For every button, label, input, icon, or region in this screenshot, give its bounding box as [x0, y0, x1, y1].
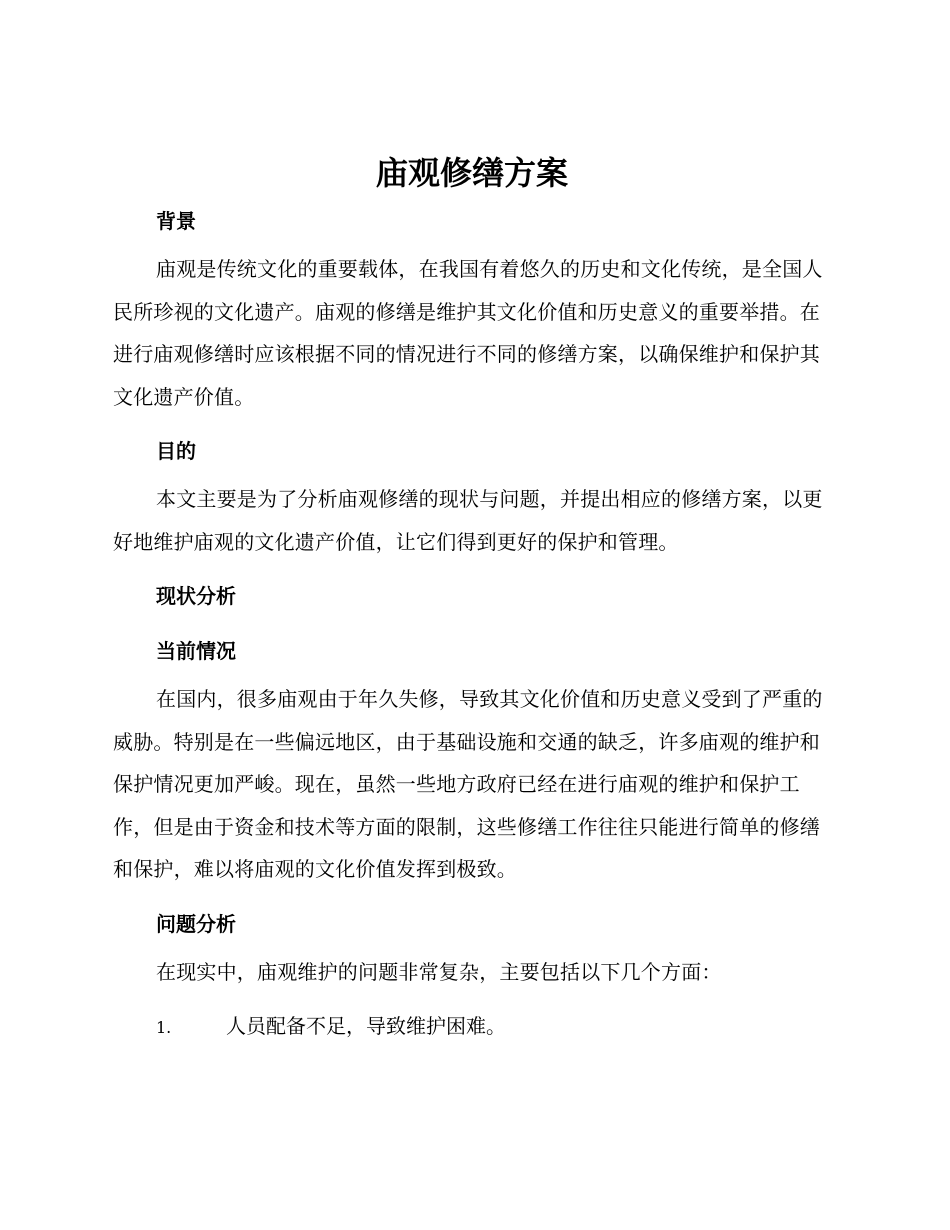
list-item-text: 人员配备不足，导致维护困难。 — [226, 1014, 506, 1038]
paragraph-background: 庙观是传统文化的重要载体，在我国有着悠久的历史和文化传统，是全国人民所珍视的文化遗产。庙观的修缮是维护其文化价值和历史意义的重要举措。在进行庙观修缮时应该根据不同的情况进行不同的修缮方案，以确保维护和保护其文化遗产价值。 — [113, 257, 823, 409]
subsection-heading-problem: 问题分析 — [156, 911, 236, 936]
document-title: 庙观修缮方案 — [375, 154, 568, 192]
section-heading-goal: 目的 — [156, 439, 196, 463]
list-item-number: 1. — [156, 1018, 172, 1037]
document-body — [113, 150, 831, 1050]
section-heading-status: 现状分析 — [156, 584, 236, 608]
subsection-heading-current: 当前情况 — [156, 639, 236, 663]
list-item — [113, 1005, 831, 1050]
paragraph-goal: 本文主要是为了分析庙观修缮的现状与问题，并提出相应的修缮方案，以更好地维护庙观的文化遗产价值，让它们得到更好的保护和管理。 — [113, 487, 823, 554]
paragraph-problem: 在现实中，庙观维护的问题非常复杂，主要包括以下几个方面： — [156, 959, 722, 984]
section-heading-background: 背景 — [156, 209, 196, 233]
paragraph-current: 在国内，很多庙观由于年久失修，导致其文化价值和历史意义受到了严重的威胁。特别是在一些偏远地区，由于基础设施和交通的缺乏，许多庙观的维护和保护情况更加严峻。现在，虽然一些地方政府已经在进行庙观的维护和保护工作，但是由于资金和技术等方面的限制，这些修缮工作往往只能进行简单的修缮和保护，难以将庙观的文化价值发挥到极致。 — [113, 687, 823, 881]
